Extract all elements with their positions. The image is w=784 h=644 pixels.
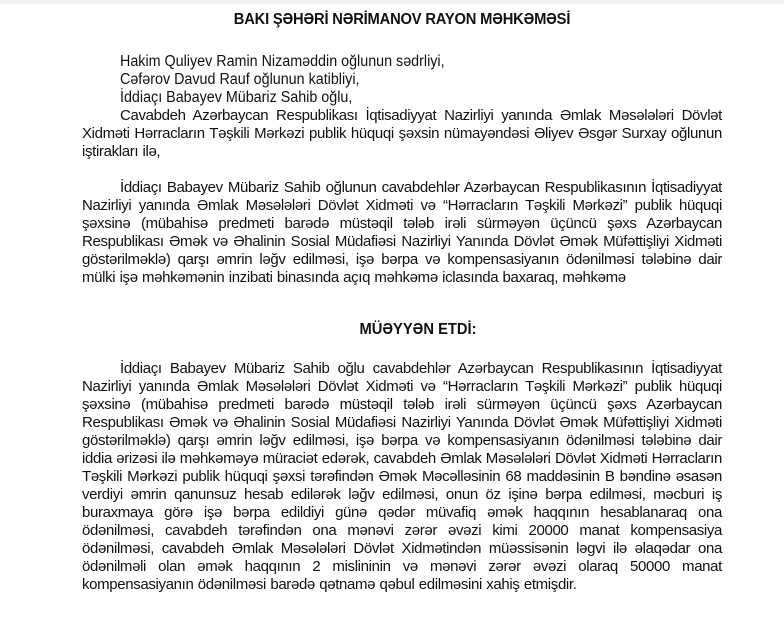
intro-line-plaintiff [82, 89, 722, 107]
paragraph-2 [82, 360, 722, 594]
paragraph-1 [82, 179, 722, 287]
top-edge-bar [0, 0, 784, 4]
intro-line-secretary [82, 71, 722, 89]
intro-paragraph-text: Cavabdeh Azərbaycan Respublikası İqtisadiyyat Nazirliyi yanında Əmlak Məsələləri Dövlət Xidməti Hərracların Təşkili Mərkəzi publik hüquqi şəxsin nümayəndəsi Əliyev Əsgər Surxay oğlunun iştirakları ilə, [82, 107, 722, 160]
paragraph-1-text: İddiaçı Babayev Mübariz Sahib oğlunun cavabdehlər Azərbaycan Respublikasının İqtisadiyyat Nazirliyi yanında Əmlak Məsələləri Dövlət Xidməti və “Hərracların Təşkili Mərkəzi” publik hüquqi şəxsinə (mübahisə predmeti barədə müstəqil tələb irəli sürməyən üçüncü şəxs Azərbaycan Respublikası Əmək və Əhalinin Sosial Müdafiəsi Nazirliyi Yanında Dövlət Əmək Müfəttişliyi Xidməti göstərilməklə) qarşı əmrin ləğv edilməsi, işə bərpa və kompensasiyanın ödənilməsi tələbinə dair mülki işə məhkəmənin inzibati binasında açıq məhkəmə iclasında baxaraq, məhkəmə [82, 179, 722, 286]
intro-paragraph [82, 107, 722, 161]
intro-line-judge [82, 53, 722, 71]
section-heading: MÜƏYYƏN ETDİ: [359, 321, 477, 338]
intro-line-secretary-text: Cəfərov Davud Rauf oğlunun katibliyi, [120, 71, 360, 88]
paragraph-2-text: İddiaçı Babayev Mübariz Sahib oğlu cavabdehlər Azərbaycan Respublikasının İqtisadiyyat Nazirliyi yanında Əmlak Məsələləri Dövlət Xidməti və “Hərracların Təşkili Mərkəzi” publik hüquqi şəxsinə (mübahisə predmeti barədə müstəqil tələb irəli sürməyən üçüncü şəxs Azərbaycan Respublikası Əmək və Əhalinin Sosial Müdafiəsi Nazirliyi Yanında Dövlət Əmək Müfəttişliyi Xidməti göstərilməklə) qarşı əmrin ləğv edilməsi, işə bərpa və kompensasiyanın ödənilməsi tələbinə dair iddia ərizəsi ilə məhkəməyə müraciət edərək, cavabdeh Əmlak Məsələləri Dövlət Xidməti Hərracların Təşkili Mərkəzi publik hüquqi şəxsi tərəfindən Əmək Məcəlləsinin 68 maddəsinin B bəndinə əsasən verdiyi əmrin qanunsuz hesab edilərək ləğv edilməsi, onun öz işinə bərpa edilməsi, məcburi iş buraxmaya görə işə bərpa edildiyi günə qədər müvafiq əmək haqqının hesablanaraq ona ödənilməsi, cavabdeh tərəfindən ona mənəvi zərər əvəzi kimi 20000 manat kompensasiya ödənilməsi, cavabdeh Əmlak Məsələləri Dövlət Xidmətindən müəssisənin ləgvi ilə əlaqədar ona ödənilməli olan əmək haqqının 2 mislininin və mənəvi zərər əvəzi olaraq 50000 manat kompensasiyanın ödənilməsi barədə qətnamə qəbul edilməsini xahiş etmişdir. [82, 360, 722, 593]
intro-line-judge-text: Hakim Quliyev Ramin Nizaməddin oğlunun sədrliyi, [120, 53, 445, 70]
intro-block [82, 53, 722, 161]
intro-line-plaintiff-text: İddiaçı Babayev Mübariz Sahib oğlu, [120, 89, 353, 106]
document-title: BAKI ŞƏHƏRİ NƏRİMANOV RAYON MƏHKƏMƏSİ [233, 11, 571, 28]
